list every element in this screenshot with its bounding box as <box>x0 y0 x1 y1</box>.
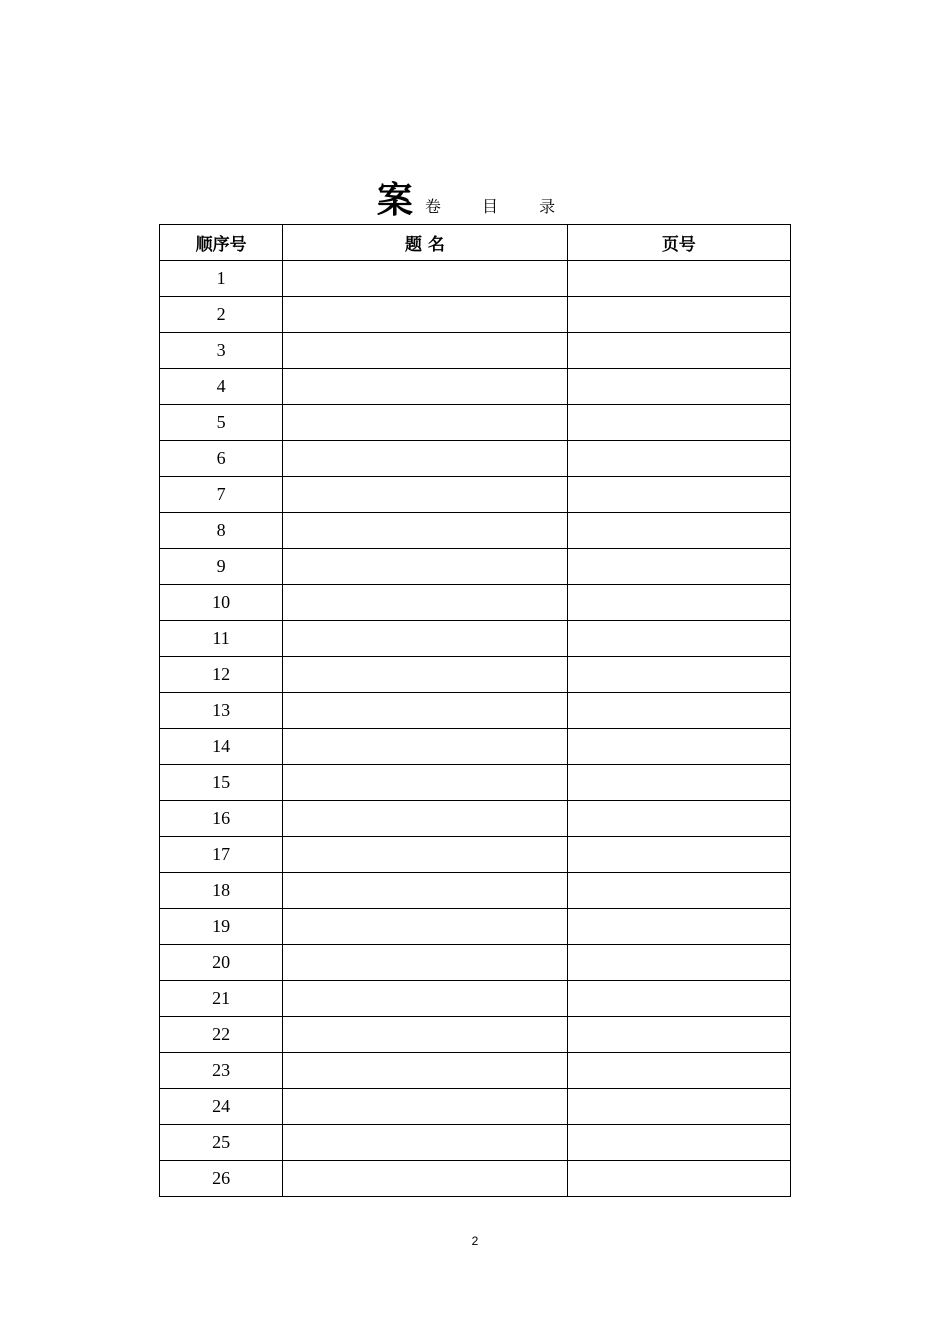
table-row <box>160 765 791 801</box>
cell-page[interactable] <box>567 837 790 873</box>
cell-seq: 20 <box>160 945 283 981</box>
table-row <box>160 1017 791 1053</box>
table-row <box>160 369 791 405</box>
cell-seq: 24 <box>160 1089 283 1125</box>
cell-seq: 15 <box>160 765 283 801</box>
document-title-first-char: 案 <box>376 180 413 221</box>
cell-page[interactable] <box>567 729 790 765</box>
cell-title[interactable] <box>283 1017 567 1053</box>
cell-title[interactable] <box>283 441 567 477</box>
table-row <box>160 333 791 369</box>
cell-title[interactable] <box>283 477 567 513</box>
cell-title[interactable] <box>283 549 567 585</box>
cell-title[interactable] <box>283 801 567 837</box>
table-row <box>160 441 791 477</box>
cell-title[interactable] <box>283 297 567 333</box>
table-row <box>160 513 791 549</box>
cell-seq: 7 <box>160 477 283 513</box>
cell-seq: 25 <box>160 1125 283 1161</box>
table-row <box>160 729 791 765</box>
cell-page[interactable] <box>567 333 790 369</box>
table-row <box>160 873 791 909</box>
cell-page[interactable] <box>567 945 790 981</box>
table-row <box>160 1161 791 1197</box>
table-row <box>160 657 791 693</box>
cell-page[interactable] <box>567 657 790 693</box>
page-number: 2 <box>471 1234 479 1248</box>
cell-page[interactable] <box>567 801 790 837</box>
table-row <box>160 981 791 1017</box>
document-title <box>0 172 950 223</box>
cell-seq: 1 <box>160 261 283 297</box>
cell-title[interactable] <box>283 657 567 693</box>
cell-page[interactable] <box>567 261 790 297</box>
cell-page[interactable] <box>567 585 790 621</box>
cell-seq: 9 <box>160 549 283 585</box>
cell-page[interactable] <box>567 297 790 333</box>
cell-title[interactable] <box>283 333 567 369</box>
cell-title[interactable] <box>283 693 567 729</box>
table-row <box>160 477 791 513</box>
cell-title[interactable] <box>283 513 567 549</box>
cell-seq: 16 <box>160 801 283 837</box>
cell-title[interactable] <box>283 909 567 945</box>
table-row <box>160 549 791 585</box>
cell-title[interactable] <box>283 1161 567 1197</box>
cell-title[interactable] <box>283 1053 567 1089</box>
cell-title[interactable] <box>283 765 567 801</box>
cell-page[interactable] <box>567 981 790 1017</box>
table-row <box>160 909 791 945</box>
cell-page[interactable] <box>567 549 790 585</box>
table-row <box>160 801 791 837</box>
cell-page[interactable] <box>567 1089 790 1125</box>
cell-title[interactable] <box>283 945 567 981</box>
table-row <box>160 837 791 873</box>
cell-seq: 19 <box>160 909 283 945</box>
table-row <box>160 945 791 981</box>
cell-page[interactable] <box>567 873 790 909</box>
cell-seq: 5 <box>160 405 283 441</box>
cell-seq: 14 <box>160 729 283 765</box>
table-row <box>160 585 791 621</box>
catalog-table <box>159 224 791 1197</box>
cell-title[interactable] <box>283 837 567 873</box>
cell-page[interactable] <box>567 909 790 945</box>
table-header-row <box>160 225 791 261</box>
cell-seq: 23 <box>160 1053 283 1089</box>
cell-page[interactable] <box>567 513 790 549</box>
cell-seq: 4 <box>160 369 283 405</box>
cell-seq: 8 <box>160 513 283 549</box>
table-row <box>160 1089 791 1125</box>
cell-title[interactable] <box>283 369 567 405</box>
cell-page[interactable] <box>567 693 790 729</box>
cell-seq: 13 <box>160 693 283 729</box>
cell-seq: 12 <box>160 657 283 693</box>
cell-page[interactable] <box>567 1125 790 1161</box>
cell-seq: 26 <box>160 1161 283 1197</box>
cell-seq: 21 <box>160 981 283 1017</box>
column-header-seq: 顺序号 <box>160 225 283 261</box>
table-row <box>160 405 791 441</box>
cell-page[interactable] <box>567 621 790 657</box>
column-header-page: 页号 <box>567 225 790 261</box>
cell-page[interactable] <box>567 1161 790 1197</box>
table-row <box>160 621 791 657</box>
cell-title[interactable] <box>283 981 567 1017</box>
table-row <box>160 297 791 333</box>
cell-page[interactable] <box>567 369 790 405</box>
cell-seq: 3 <box>160 333 283 369</box>
cell-title[interactable] <box>283 1089 567 1125</box>
cell-page[interactable] <box>567 1017 790 1053</box>
cell-seq: 2 <box>160 297 283 333</box>
cell-seq: 22 <box>160 1017 283 1053</box>
column-header-title: 题 名 <box>283 225 567 261</box>
cell-page[interactable] <box>567 765 790 801</box>
table-row <box>160 1125 791 1161</box>
cell-page[interactable] <box>567 405 790 441</box>
cell-page[interactable] <box>567 1053 790 1089</box>
table-body <box>160 261 791 1197</box>
cell-seq: 10 <box>160 585 283 621</box>
cell-title[interactable] <box>283 729 567 765</box>
table-row <box>160 693 791 729</box>
cell-seq: 11 <box>160 621 283 657</box>
cell-page[interactable] <box>567 441 790 477</box>
document-title-rest: 卷 目 录 <box>424 197 574 216</box>
cell-page[interactable] <box>567 477 790 513</box>
table-row <box>160 261 791 297</box>
cell-seq: 17 <box>160 837 283 873</box>
cell-title[interactable] <box>283 405 567 441</box>
cell-title[interactable] <box>283 585 567 621</box>
cell-title[interactable] <box>283 873 567 909</box>
cell-seq: 18 <box>160 873 283 909</box>
cell-title[interactable] <box>283 621 567 657</box>
cell-title[interactable] <box>283 261 567 297</box>
cell-title[interactable] <box>283 1125 567 1161</box>
table-row <box>160 1053 791 1089</box>
cell-seq: 6 <box>160 441 283 477</box>
